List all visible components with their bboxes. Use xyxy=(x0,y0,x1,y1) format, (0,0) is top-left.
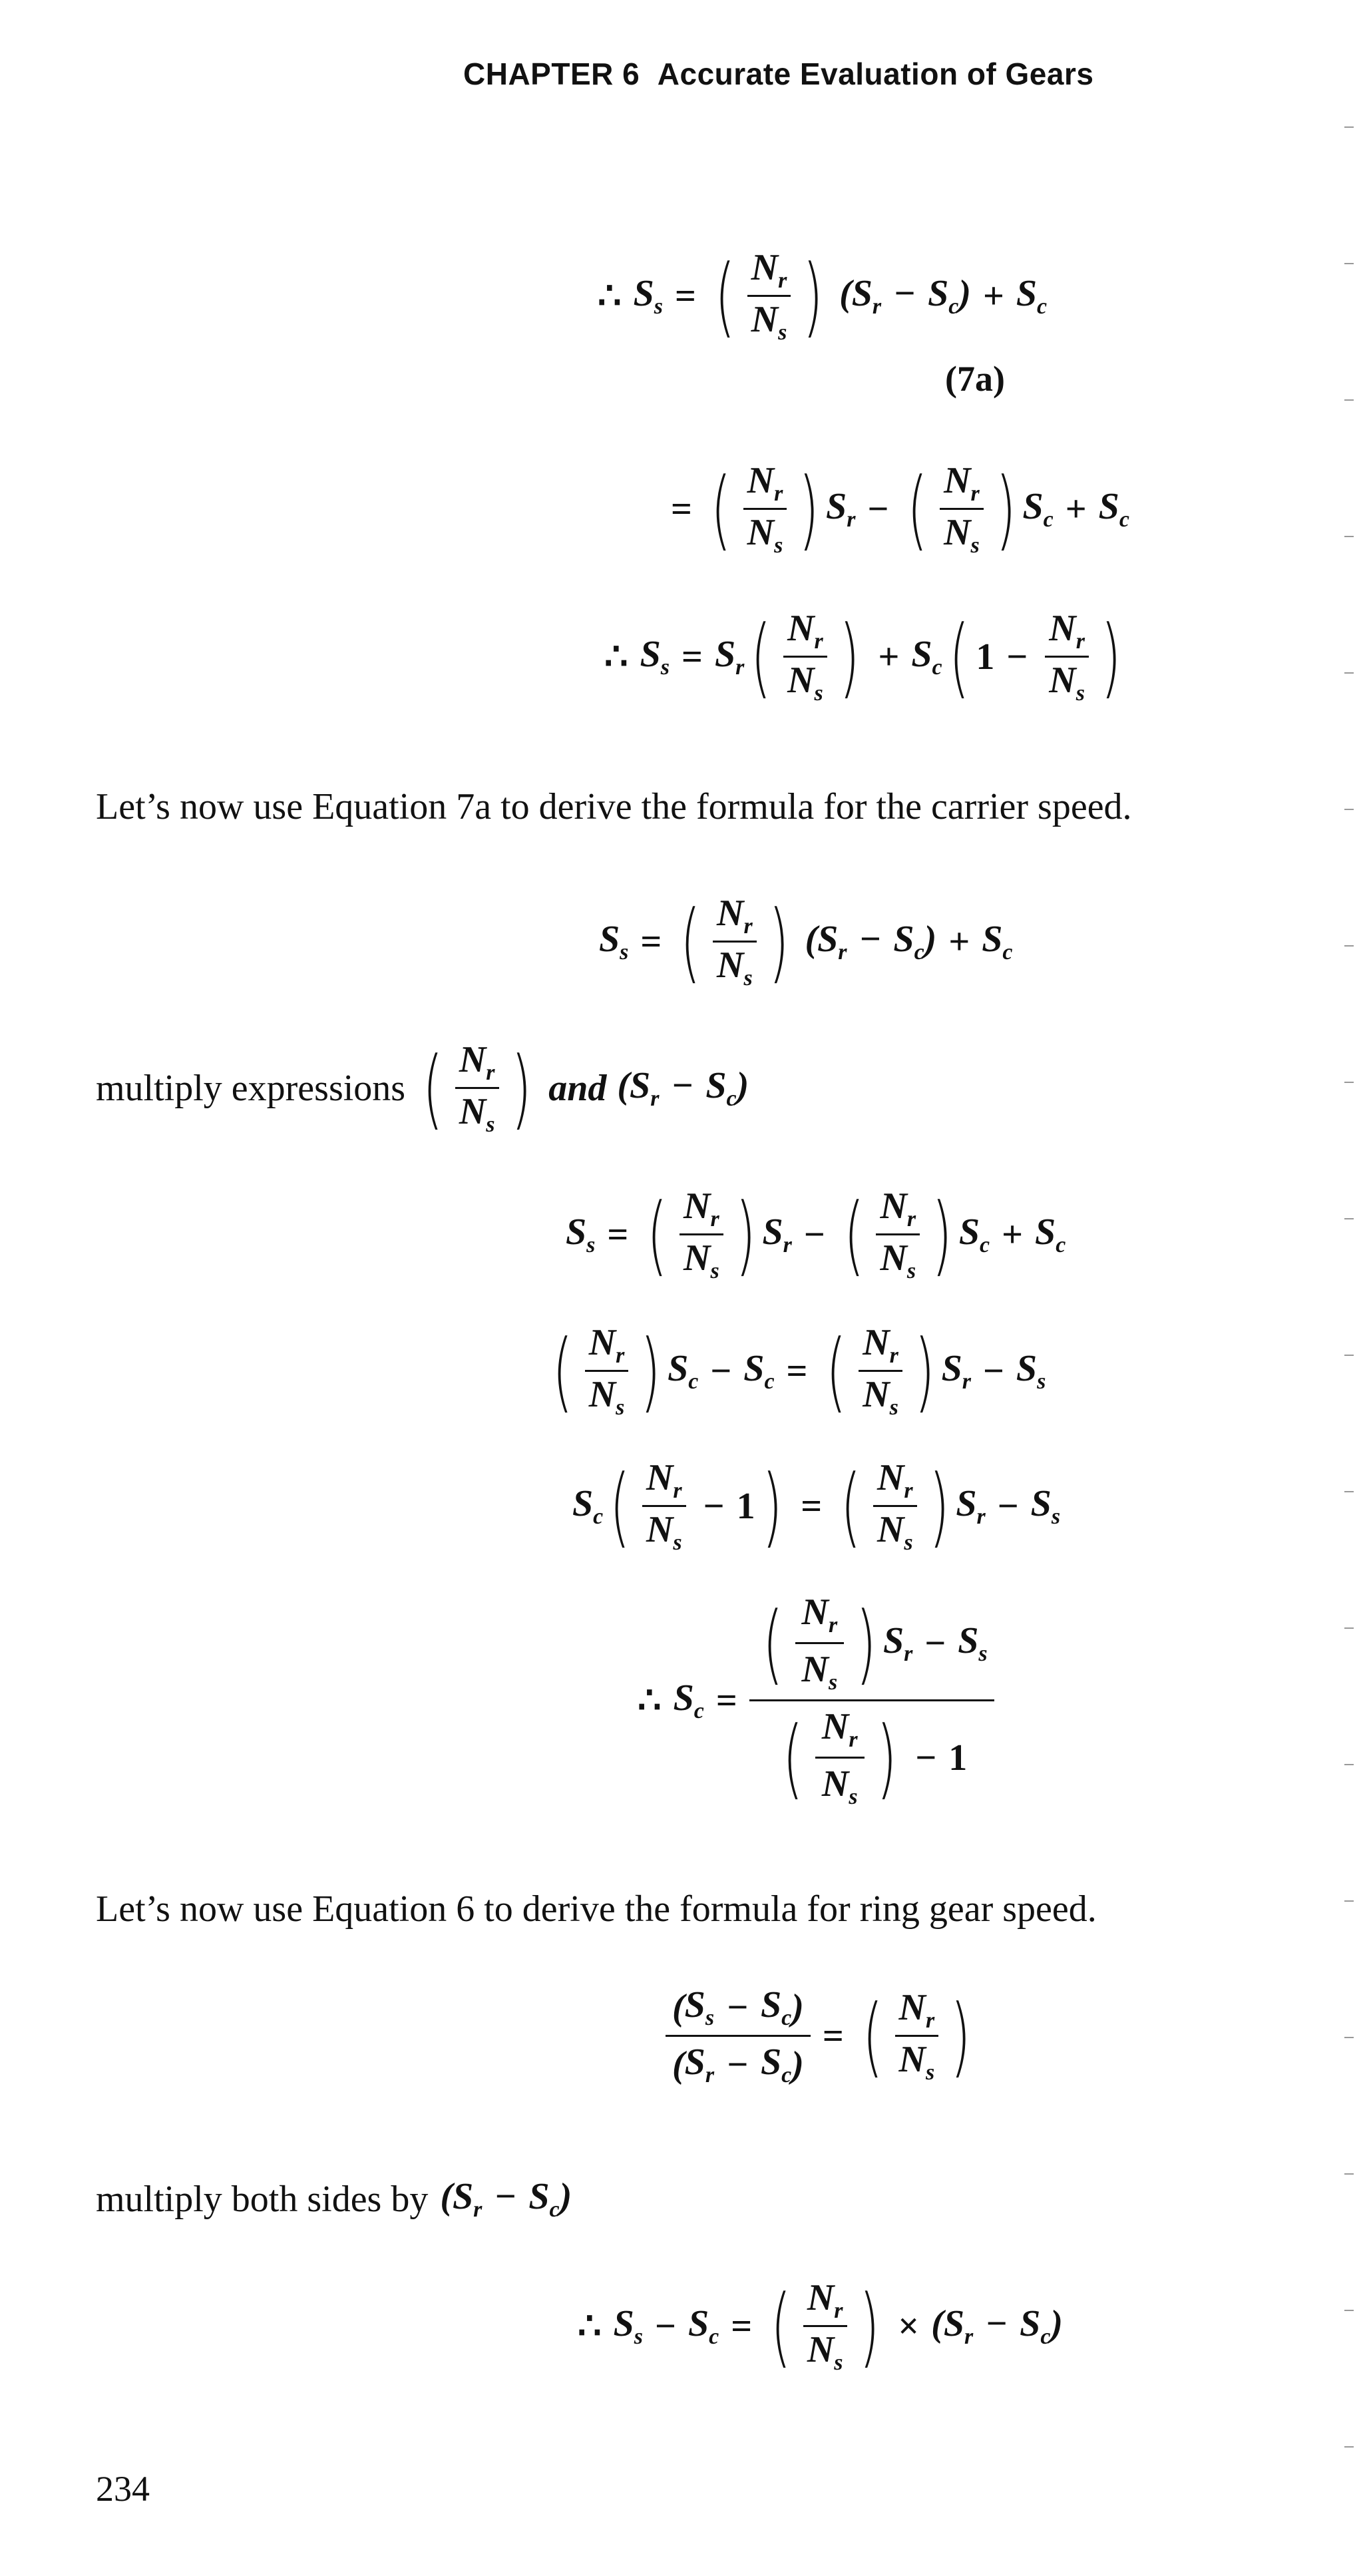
paren-sr-minus-sc: $(S_r - S_c)$ xyxy=(440,2176,572,2222)
carrier-denominator: ( $\frac{N_r}{N_s}$ ) − 1 xyxy=(783,1706,968,1809)
ratio-nr-ns: ( $\frac{N_r}{N_s}$ ) xyxy=(680,891,789,992)
equals-sign: = xyxy=(671,488,692,530)
margin-tick xyxy=(1344,1764,1354,1765)
ratio-nr-ns: ( $\frac{N_r}{N_s}$ ) xyxy=(862,1985,971,2087)
equation-step-2 xyxy=(546,1321,1046,1420)
equation-7a xyxy=(586,246,1047,345)
margin-tick xyxy=(1344,2310,1354,2311)
ratio-nr-ns: ( $\frac{N_r}{N_s}$ ) xyxy=(552,1320,661,1422)
equation-ring-step xyxy=(566,2276,1063,2376)
equation-expanded xyxy=(659,459,1129,558)
carrier-numerator: ( $\frac{N_r}{N_s}$ ) $S_r$ − $S_s$ xyxy=(749,1591,994,1701)
plus-sign: + xyxy=(878,636,900,678)
speed-carrier: $S_c$ xyxy=(1035,1211,1066,1257)
paren-sr-minus-sc: $(S_r - S_c)$ xyxy=(839,273,971,319)
ratio-nr-ns: ( $\frac{N_r}{N_s}$ ) xyxy=(841,1455,950,1557)
margin-tick xyxy=(1344,945,1354,947)
times-sign: × xyxy=(898,2305,920,2347)
margin-tick xyxy=(1344,672,1354,674)
equation-step-1 xyxy=(566,1185,1066,1284)
speed-carrier: $S_c$ xyxy=(687,2303,719,2349)
equals-sign: = xyxy=(731,2305,753,2347)
ratio-nr-ns: ( $\frac{N_r}{N_s}$ ) xyxy=(715,245,823,347)
paragraph-ring-intro: Let’s now use Equation 6 to derive the formula for ring gear speed. xyxy=(96,1888,1097,1930)
plus-sign: + xyxy=(982,275,1004,317)
equals-sign: = xyxy=(640,921,662,963)
margin-tick xyxy=(1344,1491,1354,1492)
speed-sun: $S_s$ xyxy=(613,2303,644,2349)
margin-tick xyxy=(1344,126,1354,128)
speed-sun: $S_s$ xyxy=(1030,1483,1061,1529)
minus-sign: − xyxy=(997,1485,1019,1527)
minus-sign: − xyxy=(867,488,889,530)
ratio-nr-ns: ( $\frac{N_r}{N_s}$ ) xyxy=(647,1183,756,1285)
margin-tick xyxy=(1344,2446,1354,2448)
margin-tick xyxy=(1344,1355,1354,1356)
speed-sun: $S_s$ xyxy=(1016,1348,1046,1394)
speed-carrier: $S_c$ xyxy=(1022,486,1054,532)
minus-sign: − xyxy=(655,2305,676,2347)
speed-ring: $S_r$ xyxy=(762,1211,792,1257)
therefore-symbol: ∴ xyxy=(638,1680,662,1721)
carrier-fraction xyxy=(749,1591,994,1810)
plus-sign: + xyxy=(1065,488,1087,530)
equals-sign: = xyxy=(715,1679,737,1721)
multiply-both-text: multiply both sides by xyxy=(96,2178,429,2220)
speed-sun: $S_s$ xyxy=(599,919,629,965)
equals-sign: = xyxy=(682,636,703,678)
chapter-number: CHAPTER 6 xyxy=(463,57,640,91)
margin-tick xyxy=(1344,399,1354,401)
chapter-title: Accurate Evaluation of Gears xyxy=(657,57,1094,91)
therefore-symbol: ∴ xyxy=(578,2306,602,2347)
margin-tick xyxy=(1344,2173,1354,2175)
paren-sr-minus-sc: $(S_r - S_c)$ xyxy=(617,1065,749,1111)
speed-carrier: $S_c$ xyxy=(572,1483,604,1529)
minus-sign: − xyxy=(803,1213,825,1255)
page-number: 234 xyxy=(96,2469,150,2509)
speed-carrier: $S_c$ xyxy=(982,919,1013,965)
speed-ratio-fraction: ( $S_s$ − $S_c$ ) ( $S_r$ − $S_c$ ) xyxy=(666,1984,811,2088)
speed-carrier: $S_c$ xyxy=(958,1211,990,1257)
equals-sign: = xyxy=(786,1350,808,1392)
margin-tick xyxy=(1344,1218,1354,1219)
equation-step-3 xyxy=(572,1456,1060,1556)
margin-tick xyxy=(1344,2037,1354,2038)
speed-ring: $S_r$ xyxy=(826,486,856,532)
therefore-symbol: ∴ xyxy=(598,276,622,317)
and-text: and xyxy=(548,1067,607,1109)
multiply-text: multiply expressions xyxy=(96,1067,406,1109)
paren-sr-minus-sc: $(S_r - S_c)$ xyxy=(805,919,937,965)
minus-sign: − xyxy=(982,1350,1004,1392)
speed-carrier: $S_c$ xyxy=(668,1348,699,1394)
speed-sun: $S_s$ xyxy=(566,1211,596,1257)
equation-label-7a: (7a) xyxy=(945,359,1005,399)
paren-sr-minus-sc: $(S_r - S_c)$ xyxy=(931,2303,1064,2349)
speed-carrier: $S_c$ xyxy=(1016,273,1048,319)
paragraph-carrier-intro: Let’s now use Equation 7a to derive the formula for the carrier speed. xyxy=(96,786,1132,827)
ratio-minus-one: ( $\frac{N_r}{N_s}$ − 1 ) xyxy=(610,1455,783,1557)
paragraph-multiply-both-sides xyxy=(96,2175,572,2223)
speed-ring: $S_r$ xyxy=(714,634,745,680)
speed-sun: $S_s$ xyxy=(633,273,664,319)
margin-tick xyxy=(1344,263,1354,264)
ratio-nr-ns: ( $\frac{N_r}{N_s}$ ) xyxy=(843,1183,952,1285)
minus-sign: − xyxy=(710,1350,732,1392)
running-header xyxy=(463,56,1093,92)
equals-sign: = xyxy=(801,1485,823,1527)
equation-6 xyxy=(666,1984,978,2088)
speed-carrier: $S_c$ xyxy=(743,1348,775,1394)
plus-sign: + xyxy=(1002,1213,1024,1255)
margin-tick xyxy=(1344,536,1354,537)
speed-ring: $S_r$ xyxy=(941,1348,971,1394)
therefore-symbol: ∴ xyxy=(604,636,628,678)
speed-ring: $S_r$ xyxy=(956,1483,986,1529)
margin-tick xyxy=(1344,1900,1354,1902)
speed-carrier: $S_c$ xyxy=(673,1677,704,1723)
speed-carrier: $S_c$ xyxy=(1098,486,1129,532)
paragraph-multiply-expressions xyxy=(96,1038,749,1138)
equals-sign: = xyxy=(822,2015,844,2057)
ratio-nr-ns: ( $\frac{N_r}{N_s}$ ) xyxy=(771,2275,880,2377)
margin-tick xyxy=(1344,1082,1354,1083)
speed-sun: $S_s$ xyxy=(640,634,670,680)
ratio-nr-ns: ( $\frac{N_r}{N_s}$ ) xyxy=(423,1037,532,1139)
ratio-nr-ns: ( $\frac{N_r}{N_s}$ ) xyxy=(711,458,819,560)
equals-sign: = xyxy=(675,275,696,317)
ratio-nr-ns: ( $\frac{N_r}{N_s}$ ) xyxy=(751,606,860,708)
speed-carrier: $S_c$ xyxy=(911,634,942,680)
one-minus-ratio: ( 1 − $\frac{N_r}{N_s}$ ) xyxy=(948,606,1121,708)
equals-sign: = xyxy=(607,1213,629,1255)
equation-carrier-speed xyxy=(626,1591,994,1810)
equation-sun-speed xyxy=(592,607,1128,706)
ratio-nr-ns: ( $\frac{N_r}{N_s}$ ) xyxy=(826,1320,935,1422)
equation-7a-restated xyxy=(599,892,1013,991)
plus-sign: + xyxy=(948,921,970,963)
margin-tick xyxy=(1344,809,1354,810)
ratio-nr-ns: ( $\frac{N_r}{N_s}$ ) xyxy=(907,458,1016,560)
margin-tick xyxy=(1344,1627,1354,1629)
